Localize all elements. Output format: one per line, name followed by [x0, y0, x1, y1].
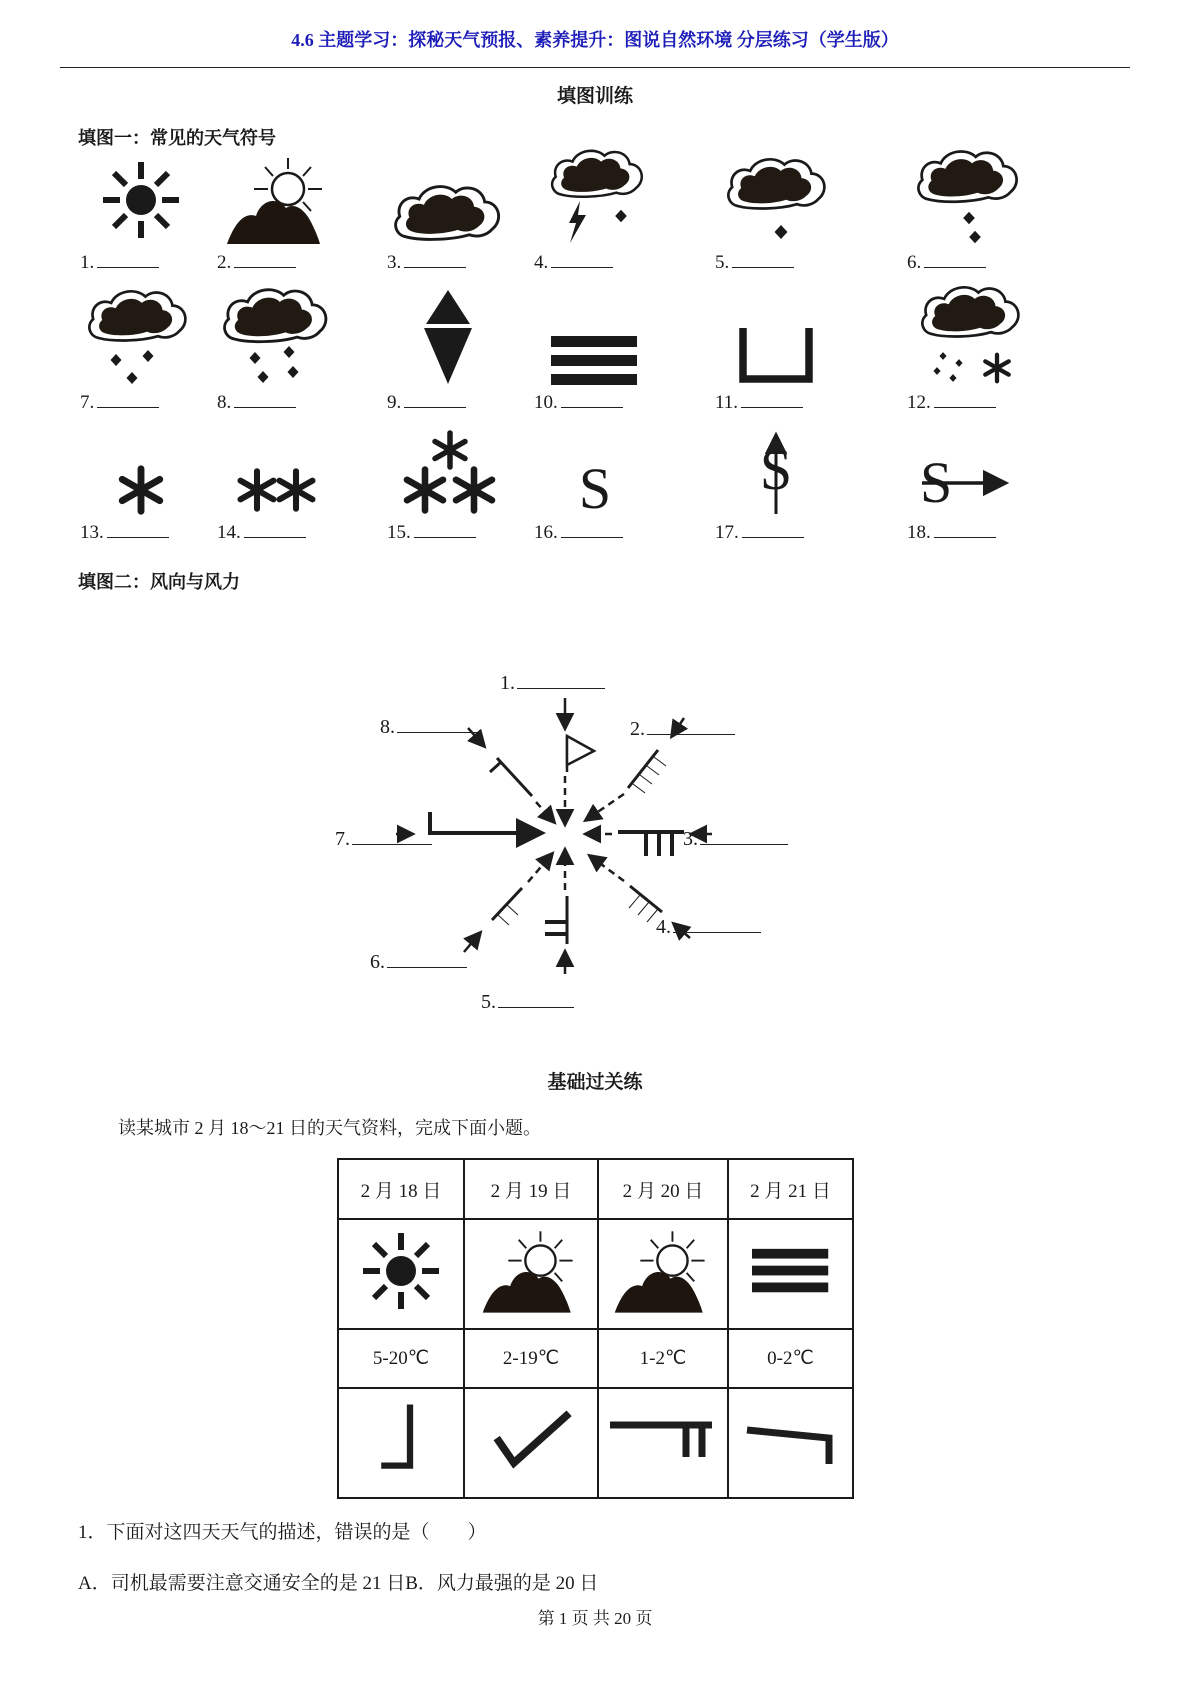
- answer-blank: [517, 674, 605, 689]
- rainstorm-icon: [215, 282, 341, 386]
- wind-label-1: 1.: [500, 672, 605, 695]
- section-fill1-heading: 填图一：常见的天气符号: [78, 128, 276, 148]
- answer-blank: [107, 524, 169, 538]
- answer-blank: [244, 524, 306, 538]
- light-rain-icon: [713, 150, 839, 246]
- table-row-dates: [338, 1159, 853, 1219]
- answer-blank: [234, 394, 296, 408]
- question-1: 1．下面对这四天天气的描述，错误的是（ ）: [78, 1522, 487, 1543]
- wind-label-2: 2.: [630, 718, 735, 741]
- wind-label-3: 3.: [683, 828, 788, 851]
- wind-barb-check-icon: [464, 1388, 598, 1498]
- question-1-options-ab: A．司机最需要注意交通安全的是 21 日B．风力最强的是 20 日: [78, 1573, 599, 1594]
- dust-letter: S: [759, 437, 793, 503]
- blank-number: 7.: [80, 392, 95, 413]
- light-snow-icon: [78, 422, 204, 516]
- symbol-labels-2: [78, 386, 1190, 422]
- answer-blank: [742, 524, 804, 538]
- reading-instruction: 读某城市 2 月 18～21 日的天气资料，完成下面小题。: [118, 1118, 541, 1138]
- blank-number: 2.: [217, 252, 232, 273]
- divider: [60, 67, 1130, 68]
- floating-dust-icon: [532, 422, 658, 521]
- answer-blank: [234, 254, 296, 268]
- date-cell: 2 月 18 日: [338, 1159, 464, 1219]
- sunny-icon: [338, 1219, 464, 1329]
- wind-diagram: [0, 602, 1190, 1054]
- section-fill2-heading: 填图二：风向与风力: [78, 572, 240, 592]
- blank-number: 4.: [534, 252, 549, 273]
- temp-cell: 0-2℃: [728, 1329, 853, 1388]
- weather-table: [337, 1158, 854, 1499]
- partly-cloudy-icon: [464, 1219, 598, 1329]
- sunny-icon: [78, 150, 204, 246]
- dust-letter: S: [578, 455, 612, 521]
- answer-blank: [673, 918, 761, 933]
- blank-number: 1.: [80, 252, 95, 273]
- symbol-labels-3: [78, 516, 1190, 552]
- blank-number: 14.: [217, 522, 241, 543]
- partly-cloudy-icon: [598, 1219, 728, 1329]
- answer-blank: [934, 394, 996, 408]
- wind-barb-north-icon: [338, 1388, 464, 1498]
- table-row-temps: [338, 1329, 853, 1388]
- blank-number: 17.: [715, 522, 739, 543]
- answer-blank: [924, 254, 986, 268]
- wind-label-6: 6.: [370, 951, 467, 974]
- answer-blank: [561, 394, 623, 408]
- hail-icon: [385, 282, 511, 386]
- page-title: 4.6 主题学习：探秘天气预报、素养提升：图说自然环境 分层练习（学生版）: [291, 30, 899, 50]
- blank-number: 9.: [387, 392, 402, 413]
- blank-number: 16.: [534, 522, 558, 543]
- blank-number: 15.: [387, 522, 411, 543]
- symbol-row-1: [78, 150, 1190, 246]
- answer-blank: [404, 254, 466, 268]
- wind-barb-single-icon: [728, 1388, 853, 1498]
- section-fill-training: 填图训练: [556, 86, 633, 107]
- symbol-row-3: [78, 422, 1190, 521]
- answer-blank: [414, 524, 476, 538]
- date-cell: 2 月 21 日: [728, 1159, 853, 1219]
- heavy-rain-icon: [78, 282, 204, 386]
- wind-label-5: 5.: [481, 991, 574, 1014]
- blowing-sand-icon: [713, 422, 839, 516]
- moderate-rain-icon: [905, 150, 1031, 246]
- blank-number: 6.: [907, 252, 922, 273]
- symbol-labels-1: [78, 246, 1190, 282]
- table-row-weather: [338, 1219, 853, 1329]
- blank-number: 5.: [715, 252, 730, 273]
- date-cell: 2 月 20 日: [598, 1159, 728, 1219]
- temp-cell: 5-20℃: [338, 1329, 464, 1388]
- wind-label-4: 4.: [656, 916, 761, 939]
- answer-blank: [387, 953, 467, 968]
- wind-barb-double-icon: [598, 1388, 728, 1498]
- table-row-winds: [338, 1388, 853, 1498]
- answer-blank: [352, 830, 432, 845]
- partly-cloudy-icon: [215, 150, 341, 246]
- overcast-icon: [385, 150, 511, 246]
- moderate-snow-icon: [215, 422, 341, 516]
- thundershower-icon: [532, 150, 658, 246]
- answer-blank: [732, 254, 794, 268]
- answer-blank: [561, 524, 623, 538]
- symbol-row-2: [78, 282, 1190, 386]
- answer-blank: [97, 394, 159, 408]
- page-footer: 第 1 页 共 20 页: [537, 1609, 653, 1628]
- blank-number: 12.: [907, 392, 931, 413]
- answer-blank: [498, 993, 574, 1008]
- blank-number: 8.: [217, 392, 232, 413]
- answer-blank: [741, 394, 803, 408]
- date-cell: 2 月 19 日: [464, 1159, 598, 1219]
- dust-letter: S: [920, 450, 953, 516]
- blank-number: 10.: [534, 392, 558, 413]
- blank-number: 13.: [80, 522, 104, 543]
- temp-cell: 2-19℃: [464, 1329, 598, 1388]
- answer-blank: [934, 524, 996, 538]
- wind-label-7: 7.: [335, 828, 432, 851]
- heavy-snow-icon: [385, 422, 511, 516]
- answer-blank: [551, 254, 613, 268]
- sandstorm-icon: [905, 422, 1031, 516]
- blank-number: 11.: [715, 392, 739, 413]
- frost-icon: [713, 282, 839, 386]
- answer-blank: [700, 830, 788, 845]
- fog-icon: [532, 282, 658, 386]
- section-basic-practice: 基础过关练: [547, 1072, 643, 1093]
- fog-icon: [728, 1219, 853, 1329]
- answer-blank: [647, 720, 735, 735]
- sleet-icon: [905, 282, 1031, 386]
- wind-label-8: 8.: [380, 716, 477, 739]
- blank-number: 18.: [907, 522, 931, 543]
- answer-blank: [397, 718, 477, 733]
- temp-cell: 1-2℃: [598, 1329, 728, 1388]
- answer-blank: [97, 254, 159, 268]
- blank-number: 3.: [387, 252, 402, 273]
- answer-blank: [404, 394, 466, 408]
